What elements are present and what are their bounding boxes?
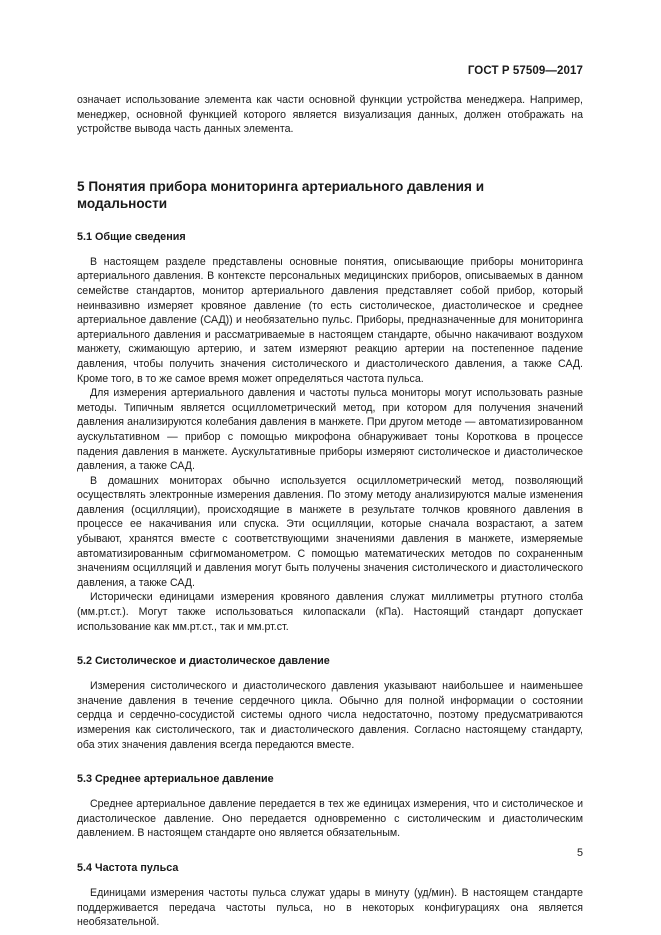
standard-number: ГОСТ Р 57509—2017 bbox=[467, 65, 583, 77]
section-5-4-title: 5.4 Частота пульса bbox=[77, 861, 179, 874]
intro-paragraph: означает использование элемента как части основной функции устройства менеджера. Например, менеджер, основной функцией которого является визуализация данных, должен отображать на устройстве вывода часть данных элемента. bbox=[77, 94, 583, 136]
section-5-1-paragraph-3: В домашних мониторах обычно используется осциллометрический метод, позволяющий осуществлять электронные измерения давления. По этому методу анализируются малые изменения давления (осцилляции), происходящие в манжете в результате толчков кровяного давления в процессе ее накачивания или спуска. Эти осцилляции, которые сначала возрастают, а затем убывают, хранятся вместе с соответствующими значениями давления в манжете, измеряемые автоматизированным сфигмоманометром. С помощью математических методов по сохраненным значениям осцилляций и давления могут быть получены значения систолического и диастолического давления, а также САД. bbox=[77, 474, 583, 589]
section-5-1-title: 5.1 Общие сведения bbox=[77, 230, 186, 243]
section-5-1-paragraph-1: В настоящем разделе представлены основные понятия, описывающие приборы мониторинга артериального давления. В контексте персональных медицинских приборов, описываемых в данном семействе стандартов, монитор артериального давления представляет собой прибор, который неинвазивно измеряет кровяное давление (то есть систолическое, диастолическое и среднее артериальное давление (САД)) и необязательно пульс. Приборы, предназначенные для мониторинга артериального давления и рассматриваемые в настоящем стандарте, обычно накачивают воздухом манжету, сжимающую артерию, и затем измеряют реакцию артерии на постепенное падение давления, чтобы получить значения систолического и диастолического давления, а также САД. Кроме того, в то же самое время может определяться частота пульса. bbox=[77, 255, 583, 385]
section-5-3-paragraph-1: Среднее артериальное давление передается в тех же единицах измерения, что и систолическое и диастолическое давление. Оно передается одновременно с систолическим и диастолическим давлением. В настоящем стандарте оно является обязательным. bbox=[77, 798, 583, 840]
section-5-2-title: 5.2 Систолическое и диастолическое давление bbox=[77, 655, 330, 668]
page-number: 5 bbox=[576, 847, 583, 859]
section-5-3-title: 5.3 Среднее артериальное давление bbox=[77, 773, 274, 786]
page-content bbox=[77, 93, 583, 930]
section-5-1-paragraph-2: Для измерения артериального давления и частоты пульса мониторы могут использовать разные методы. Типичным является осциллометрический метод, при котором для получения значений давления анализируются колебания давления в манжете. При другом методе — автоматизированном аускультативном — прибор с помощью микрофона обнаруживает тоны Короткова в процессе падения давления в манжете. Аускультативные приборы измеряют систолическое и диастолическое давления, а также САД. bbox=[77, 387, 583, 473]
section-5-1-paragraph-4: Исторически единицами измерения кровяного давления служат миллиметры ртутного столба (мм.рт.ст.). Могут также использоваться килопаскали (кПа). Настоящий стандарт допускает использование как мм.рт.ст., так и мм.рт.ст. bbox=[77, 591, 583, 633]
section-5-title: 5 Понятия прибора мониторинга артериального давления и модальности bbox=[77, 178, 485, 211]
section-5-4-paragraph-1: Единицами измерения частоты пульса служат удары в минуту (уд/мин). В настоящем стандарте поддерживается передача частоты пульса, но в некоторых конфигурациях она является необязательной. bbox=[77, 886, 583, 929]
section-5-2-paragraph-1: Измерения систолического и диастолического давления указывают наибольшее и наименьшее значение давления в течение сердечного цикла. Обычно для полной информации о состоянии сердца и сердечно-сосудистой системы одного числа недостаточно, поэтому предусматриваются измерения как систолического, так и диастолического давления. Согласно настоящему стандарту, оба этих значения давления всегда передаются вместе. bbox=[77, 680, 583, 751]
